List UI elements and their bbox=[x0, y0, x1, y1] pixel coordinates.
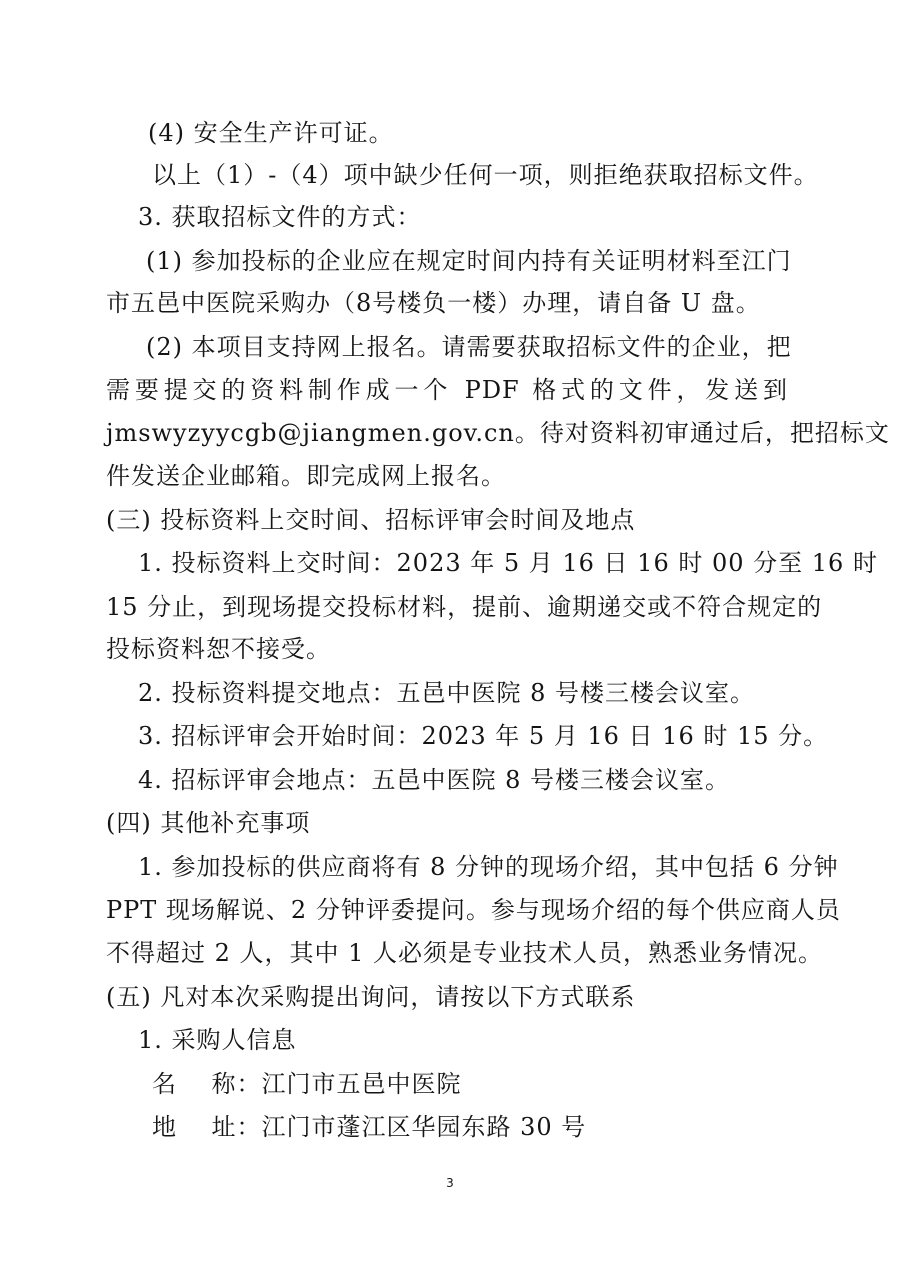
text-line: 2. 投标资料提交地点：五邑中医院 8 号楼三楼会议室。 bbox=[138, 679, 756, 707]
section-heading: (四) 其他补充事项 bbox=[106, 809, 311, 837]
page-number: 3 bbox=[446, 1176, 454, 1190]
text-line: 以上（1）-（4）项中缺少任何一项，则拒绝获取招标文件。 bbox=[152, 161, 819, 189]
text-line: (4) 安全生产许可证。 bbox=[148, 119, 394, 147]
text-line: 投标资料恕不接受。 bbox=[106, 635, 331, 663]
text-line: 15 分止，到现场提交投标材料，提前、逾期递交或不符合规定的 bbox=[106, 593, 823, 621]
name-line: 名 称：江门市五邑中医院 bbox=[152, 1070, 462, 1098]
text-line: 市五邑中医院采购办（8号楼负一楼）办理，请自备 U 盘。 bbox=[106, 289, 761, 317]
text-line: 1. 采购人信息 bbox=[138, 1026, 297, 1054]
text-line: 3. 招标评审会开始时间：2023 年 5 月 16 日 16 时 15 分。 bbox=[138, 722, 829, 750]
text-line: 1. 参加投标的供应商将有 8 分钟的现场介绍，其中包括 6 分钟 bbox=[138, 853, 839, 881]
section-heading: 3. 获取招标文件的方式： bbox=[138, 203, 422, 231]
text-line: (1) 参加投标的企业应在规定时间内持有关证明材料至江门 bbox=[146, 247, 792, 275]
text-line: 不得超过 2 人，其中 1 人必须是专业技术人员，熟悉业务情况。 bbox=[106, 939, 824, 967]
email-line: jmswyzyycgb@jiangmen.gov.cn。待对资料初审通过后，把招标文 bbox=[106, 419, 890, 447]
section-heading: (三) 投标资料上交时间、招标评审会时间及地点 bbox=[106, 506, 636, 534]
text-line: (2) 本项目支持网上报名。请需要获取招标文件的企业，把 bbox=[146, 333, 792, 361]
address-line: 地 址：江门市蓬江区华园东路 30 号 bbox=[152, 1113, 587, 1141]
text-line: 需要提交的资料制作成一个 PDF 格式的文件，发送到 bbox=[106, 376, 788, 404]
section-heading: (五) 凡对本次采购提出询问，请按以下方式联系 bbox=[106, 983, 636, 1011]
text-line: PPT 现场解说、2 分钟评委提问。参与现场介绍的每个供应商人员 bbox=[106, 896, 841, 924]
text-line: 件发送企业邮箱。即完成网上报名。 bbox=[106, 462, 506, 490]
text-line: 4. 招标评审会地点：五邑中医院 8 号楼三楼会议室。 bbox=[138, 766, 731, 794]
text-line: 1. 投标资料上交时间：2023 年 5 月 16 日 16 时 00 分至 16 时 bbox=[138, 549, 878, 577]
